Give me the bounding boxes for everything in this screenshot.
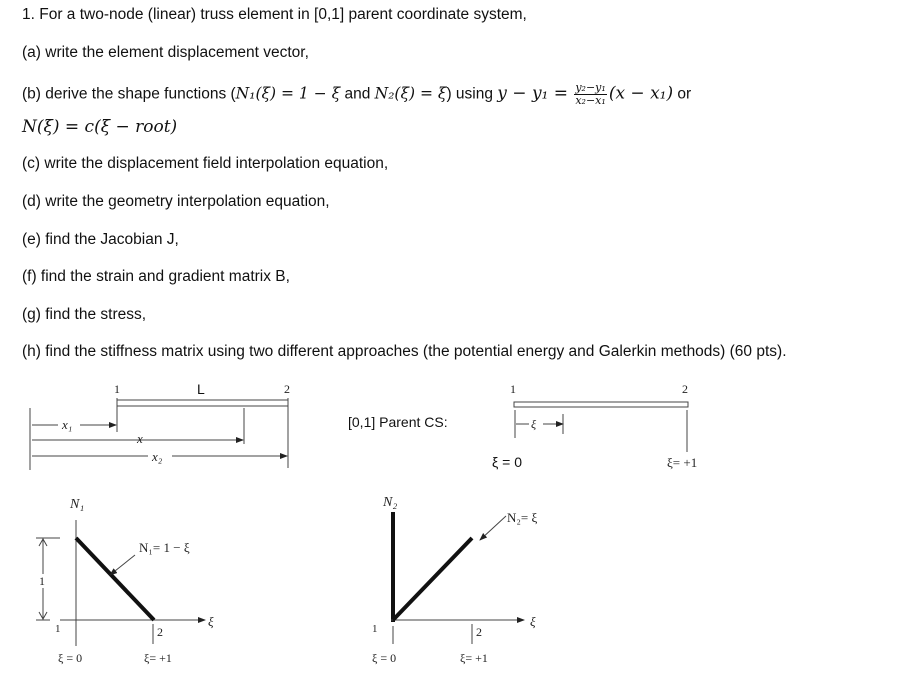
parent-xi-zero-label: ξ = 0 [492,454,523,470]
part-e: (e) find the Jacobian J, [22,231,179,248]
n2-curve-label: N₂= ξ [507,510,538,525]
xi-arrow-label: ξ [531,417,537,431]
n2-one-tick-label: 1 [372,623,378,635]
slope-denominator: x₂−x₁ [575,94,606,107]
parent-bar [514,402,688,407]
n1-xi-zero-label: ξ = 0 [58,651,83,665]
n1-curve-label: N₁= 1 − ξ [139,540,190,555]
n1-xi-one-label: ξ= +1 [144,651,172,665]
n2-pointer [480,516,506,540]
x-label: x [137,431,143,446]
n2-node-2-label: 2 [476,625,482,639]
n2-xi-one-label: ξ= +1 [460,651,488,665]
line-eq-lhs: y − y₁ = [497,83,569,104]
n1-height-label: 1 [39,574,45,588]
problem-title: 1. For a two-node (linear) truss element in [0,1] parent coordinate system, [22,6,527,23]
slope-numerator: y₂−y₁ [575,81,606,94]
n2-axis-label: N₂ [383,495,398,510]
line-eq-rhs: (x − x₁) [608,83,674,104]
shape-fn-n1: N₁(ξ) = 1 − ξ [235,84,341,103]
n2-xi-zero-label: ξ = 0 [372,651,397,665]
part-b-using: ) using [446,85,498,103]
part-a: (a) write the element displacement vector, [22,44,309,61]
length-label: L [197,381,205,397]
part-h: (h) find the stiffness matrix using two different approaches (the potential energy and Galerkin methods) (60 pts). [22,343,787,360]
physical-element-diagram [30,381,290,470]
n1-axis-label: N₁ [70,497,85,512]
parent-xi-one-label: ξ= +1 [667,455,698,470]
n2-line [393,538,472,620]
n1-pointer [110,555,135,575]
n2-plot [372,495,538,665]
parent-node-1-label: 1 [510,382,516,396]
part-b-root-form: N(ξ) = c(ξ − root) [22,117,178,137]
x1-label: x₁ [62,417,73,432]
n1-xi-label: ξ [208,614,214,629]
n2-xi-label: ξ [530,614,536,629]
part-d: (d) write the geometry interpolation equation, [22,193,330,210]
n1-one-tick-label: 1 [55,623,61,635]
parent-cs-diagram [348,382,697,470]
part-c: (c) write the displacement field interpolation equation, [22,155,389,172]
part-b-and: and [340,85,375,103]
truss-bar [117,400,288,406]
part-b-or: or [673,85,692,103]
node-2-label: 2 [284,382,290,396]
shape-fn-n2: N₂(ξ) = ξ [374,84,447,103]
n1-plot [36,497,214,665]
x2-label: x₂ [152,449,163,464]
n1-node-2-label: 2 [157,625,163,639]
parent-node-2-label: 2 [682,382,688,396]
node-1-label: 1 [114,382,120,396]
part-f: (f) find the strain and gradient matrix B, [22,268,290,285]
parent-cs-caption: [0,1] Parent CS: [348,414,448,430]
part-b-prefix: (b) derive the shape functions ( [22,85,236,103]
part-g: (g) find the stress, [22,306,147,323]
